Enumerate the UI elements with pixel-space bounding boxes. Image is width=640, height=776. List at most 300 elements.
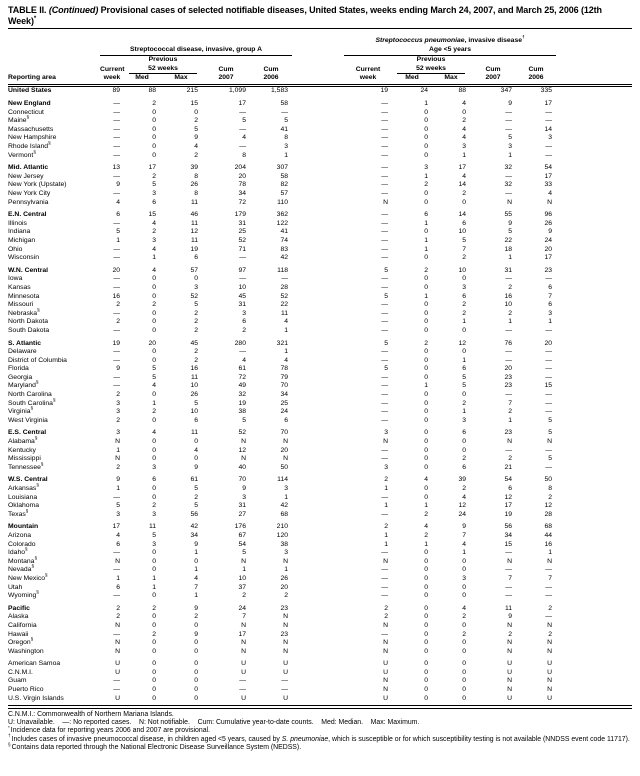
- cell-group-a-current-week: 9: [116, 365, 120, 373]
- cell-group-a-current-week: 1: [116, 446, 120, 454]
- cell-pneumoniae-med: 0: [424, 143, 429, 151]
- cell-pneumoniae-current-week: —: [381, 382, 389, 390]
- cell-group-a-cum-2006: 362: [276, 211, 289, 219]
- cell-group-a-current-week: U: [115, 668, 120, 676]
- cell-group-a-med: 3: [152, 510, 156, 518]
- cell-pneumoniae-max: 4: [462, 493, 467, 501]
- cell-pneumoniae-current-week: 1: [384, 485, 389, 492]
- reporting-area-cell: Tennessee§: [8, 461, 44, 471]
- cell-group-a-current-week: 2: [116, 463, 120, 471]
- col-header-2007-sp: 2007: [485, 74, 501, 82]
- reporting-area-cell: American Samoa: [8, 660, 61, 668]
- reporting-area-cell: Nebraska§: [8, 307, 40, 317]
- cell-group-a-med: 20: [148, 339, 156, 347]
- reporting-area-cell: Wisconsin: [8, 254, 39, 262]
- cell-pneumoniae-cum-2006: —: [545, 365, 553, 373]
- cell-pneumoniae-cum-2006: 17: [544, 254, 553, 262]
- cell-group-a-current-week: N: [115, 455, 120, 463]
- cell-pneumoniae-med: 0: [424, 668, 429, 676]
- cell-pneumoniae-cum-2007: 3: [508, 143, 513, 151]
- cell-group-a-med: 1: [152, 574, 156, 582]
- cell-pneumoniae-cum-2006: —: [545, 463, 553, 471]
- reporting-area-cell: West Virginia: [8, 416, 48, 424]
- cell-group-a-med: 0: [152, 549, 156, 557]
- table-row: [8, 134, 632, 143]
- table-row: [8, 382, 632, 391]
- reporting-area-cell: Washington: [8, 647, 44, 655]
- cell-pneumoniae-current-week: —: [381, 228, 389, 236]
- cell-group-a-current-week: 16: [112, 292, 120, 300]
- cell-pneumoniae-max: 4: [462, 134, 467, 142]
- cell-pneumoniae-current-week: —: [381, 416, 389, 424]
- cell-pneumoniae-cum-2006: 15: [544, 382, 553, 390]
- cell-group-a-cum-2007: 3: [242, 309, 246, 317]
- cell-group-a-cum-2006: 6: [284, 416, 289, 424]
- cell-pneumoniae-cum-2007: N: [507, 198, 513, 206]
- footnotes: [8, 711, 632, 752]
- cell-pneumoniae-cum-2006: 23: [544, 266, 553, 274]
- cell-group-a-med: 2: [152, 408, 156, 416]
- table-row: [8, 126, 632, 135]
- cell-group-a-cum-2006: 41: [280, 228, 289, 236]
- cell-pneumoniae-cum-2007: N: [507, 647, 513, 655]
- cell-group-a-current-week: 2: [116, 604, 120, 612]
- cell-pneumoniae-med: 0: [424, 151, 429, 159]
- cell-pneumoniae-cum-2007: —: [505, 275, 513, 283]
- reporting-area-cell: New Jersey: [8, 172, 44, 180]
- table-row: [8, 648, 632, 657]
- cell-pneumoniae-max: 0: [462, 583, 467, 591]
- cell-pneumoniae-med: 1: [424, 502, 429, 510]
- cell-group-a-max: 6: [194, 254, 198, 262]
- reporting-area-cell: Oregon§: [8, 636, 34, 647]
- cell-pneumoniae-cum-2006: 5: [548, 416, 553, 424]
- cell-pneumoniae-med: 0: [424, 198, 429, 206]
- reporting-area-cell: Michigan: [8, 236, 36, 244]
- reporting-area-cell: Massachusetts: [8, 125, 54, 133]
- cell-group-a-max: 8: [194, 172, 198, 180]
- table-title: TABLE II. (Continued) Provisional cases of selected notifiable diseases, United States, weeks ending March 24, 2007, and March 25, 2006 (12th Week)*: [8, 5, 632, 29]
- cell-group-a-max: 11: [190, 236, 198, 244]
- cell-pneumoniae-current-week: —: [381, 143, 389, 151]
- cell-group-a-cum-2006: 2: [284, 592, 289, 600]
- cell-pneumoniae-med: 4: [424, 523, 429, 531]
- cell-group-a-med: 3: [152, 190, 156, 197]
- cell-pneumoniae-cum-2007: 5: [508, 228, 513, 236]
- cell-group-a-med: 0: [152, 621, 156, 629]
- reporting-area-cell: Oklahoma: [8, 502, 39, 510]
- cell-pneumoniae-cum-2006: —: [545, 592, 553, 600]
- cell-group-a-med: 2: [152, 604, 156, 612]
- cell-pneumoniae-current-week: —: [381, 455, 389, 463]
- cell-group-a-cum-2007: 67: [238, 531, 246, 539]
- col-header-max-ga: Max: [174, 74, 188, 82]
- cell-pneumoniae-max: 0: [462, 108, 467, 116]
- cell-pneumoniae-cum-2007: 56: [504, 523, 513, 531]
- cell-group-a-cum-2007: N: [241, 647, 246, 655]
- table-row: [8, 686, 632, 695]
- cell-group-a-cum-2006: 22: [280, 301, 289, 309]
- cell-pneumoniae-cum-2006: —: [545, 326, 553, 334]
- cell-pneumoniae-cum-2006: —: [545, 566, 553, 574]
- cell-group-a-cum-2006: 28: [280, 283, 289, 291]
- cell-group-a-current-week: 1: [116, 236, 120, 244]
- reporting-area-cell: Ohio: [8, 245, 23, 253]
- table-row: [8, 310, 632, 319]
- cell-pneumoniae-cum-2006: 6: [548, 301, 553, 309]
- cell-group-a-med: 0: [152, 391, 156, 399]
- cell-group-a-cum-2007: 72: [238, 373, 246, 381]
- col-header-2007-ga: 2007: [218, 74, 234, 82]
- table-row: [8, 237, 632, 246]
- cell-pneumoniae-current-week: —: [381, 211, 389, 219]
- cell-group-a-cum-2007: 17: [238, 100, 246, 108]
- cell-pneumoniae-cum-2006: 2: [548, 630, 553, 638]
- cell-group-a-max: 5: [194, 125, 198, 133]
- cell-pneumoniae-cum-2006: 17: [544, 100, 553, 108]
- cell-group-a-med: 15: [148, 211, 156, 219]
- cell-pneumoniae-cum-2007: N: [507, 438, 513, 446]
- cell-group-a-med: 0: [152, 356, 156, 364]
- cell-group-a-cum-2007: N: [241, 438, 246, 446]
- reporting-area-cell: Puerto Rico: [8, 686, 44, 694]
- cell-pneumoniae-cum-2006: 9: [548, 228, 553, 236]
- table-row: [8, 190, 632, 199]
- col-header-cum2006-ga-top: Cum: [263, 65, 279, 73]
- col-header-week-ga: week: [103, 74, 121, 82]
- cell-pneumoniae-cum-2006: 1: [548, 318, 553, 326]
- cell-pneumoniae-med: 0: [424, 677, 429, 685]
- table-row: [8, 622, 632, 631]
- cell-group-a-current-week: —: [113, 348, 120, 356]
- cell-pneumoniae-current-week: —: [381, 117, 389, 125]
- cell-group-a-cum-2007: 31: [238, 301, 246, 309]
- cell-pneumoniae-cum-2006: —: [545, 143, 553, 151]
- cell-pneumoniae-med: 0: [424, 686, 429, 694]
- cell-pneumoniae-cum-2007: 76: [504, 339, 513, 347]
- cell-group-a-cum-2006: —: [281, 686, 289, 694]
- cell-group-a-cum-2006: 23: [280, 630, 289, 638]
- cell-group-a-max: 0: [194, 694, 198, 702]
- cell-group-a-current-week: N: [115, 557, 120, 565]
- cell-pneumoniae-cum-2006: N: [547, 438, 553, 446]
- cell-pneumoniae-cum-2007: 54: [504, 476, 513, 484]
- cell-pneumoniae-cum-2006: —: [545, 275, 553, 283]
- cell-group-a-cum-2006: 82: [280, 181, 289, 189]
- cell-group-a-cum-2007: 54: [238, 540, 246, 548]
- cell-group-a-cum-2006: 74: [280, 236, 289, 244]
- cell-pneumoniae-cum-2006: U: [547, 668, 553, 676]
- cell-group-a-current-week: 3: [116, 429, 120, 437]
- cell-pneumoniae-cum-2006: —: [545, 108, 553, 116]
- cell-group-a-max: 57: [190, 266, 198, 274]
- cell-group-a-cum-2007: 25: [238, 228, 246, 236]
- cell-pneumoniae-current-week: N: [383, 198, 389, 206]
- table-row: [8, 566, 632, 575]
- cell-group-a-current-week: —: [113, 309, 120, 317]
- cell-pneumoniae-max: 1: [462, 356, 467, 364]
- cell-pneumoniae-cum-2007: 21: [504, 463, 513, 471]
- reporting-area-cell: New England: [8, 100, 51, 108]
- cell-pneumoniae-cum-2007: 2: [508, 630, 513, 638]
- cell-group-a-cum-2007: 5: [242, 416, 246, 424]
- table-row: [8, 541, 632, 550]
- col-header-2006-ga: 2006: [263, 74, 279, 82]
- cell-group-a-current-week: —: [113, 566, 120, 574]
- cell-pneumoniae-med: 0: [424, 630, 429, 638]
- cell-pneumoniae-cum-2006: 3: [548, 134, 553, 142]
- cell-group-a-current-week: 6: [116, 540, 120, 548]
- cell-pneumoniae-cum-2007: 23: [504, 373, 513, 381]
- cell-group-a-med: 6: [152, 476, 156, 484]
- cell-group-a-cum-2007: —: [239, 677, 246, 685]
- cell-group-a-current-week: 4: [116, 531, 120, 539]
- cell-group-a-cum-2006: 5: [284, 117, 289, 125]
- cell-group-a-cum-2006: 4: [284, 356, 289, 364]
- cell-group-a-max: 0: [194, 660, 198, 668]
- cell-pneumoniae-med: 0: [424, 621, 429, 629]
- cell-group-a-med: 11: [148, 523, 156, 531]
- cell-group-a-current-week: 2: [116, 416, 120, 424]
- cell-group-a-cum-2006: N: [283, 621, 289, 629]
- cell-group-a-cum-2006: 1: [284, 493, 289, 501]
- cell-group-a-med: 0: [152, 326, 156, 334]
- cell-pneumoniae-med: 0: [424, 391, 429, 399]
- cell-group-a-current-week: 2: [116, 613, 120, 621]
- cell-pneumoniae-max: 0: [462, 639, 467, 647]
- cell-pneumoniae-cum-2006: 50: [544, 476, 553, 484]
- cell-group-a-med: 4: [152, 219, 156, 227]
- cell-group-a-med: 0: [152, 134, 156, 142]
- cell-pneumoniae-max: 2: [462, 399, 467, 407]
- reporting-area-cell: New Mexico§: [8, 572, 48, 582]
- cell-pneumoniae-cum-2007: —: [505, 125, 513, 133]
- cell-pneumoniae-max: 0: [462, 446, 467, 454]
- cell-group-a-cum-2006: 78: [280, 365, 289, 373]
- cell-pneumoniae-cum-2006: 6: [548, 283, 553, 291]
- cell-pneumoniae-cum-2007: 9: [508, 219, 513, 227]
- table-row: [8, 417, 632, 426]
- col-header-previous-sp: Previous: [416, 56, 446, 64]
- cell-pneumoniae-current-week: N: [383, 677, 389, 685]
- cell-pneumoniae-current-week: 2: [384, 604, 389, 612]
- cell-pneumoniae-med: 1: [424, 100, 429, 108]
- cell-group-a-current-week: —: [113, 108, 120, 116]
- cell-pneumoniae-max: 12: [458, 339, 467, 347]
- cell-pneumoniae-max: 1: [462, 318, 467, 326]
- cell-group-a-med: 1: [152, 583, 156, 591]
- cell-group-a-cum-2007: 8: [242, 151, 246, 159]
- cell-pneumoniae-max: 0: [462, 198, 467, 206]
- reporting-area-cell: North Carolina: [8, 391, 52, 399]
- cell-group-a-cum-2007: 61: [238, 365, 246, 373]
- cell-group-a-cum-2007: 27: [238, 510, 246, 518]
- cell-pneumoniae-med: 0: [424, 365, 429, 373]
- cell-group-a-max: 11: [190, 219, 198, 227]
- cell-pneumoniae-med: 1: [424, 219, 429, 227]
- table-row: [8, 173, 632, 182]
- cell-group-a-max: 9: [194, 604, 198, 612]
- cell-pneumoniae-cum-2007: 23: [504, 382, 513, 390]
- cell-group-a-cum-2006: 114: [277, 476, 289, 484]
- cell-group-a-cum-2007: 70: [238, 476, 246, 484]
- cell-pneumoniae-cum-2007: 32: [504, 164, 513, 172]
- cell-group-a-max: 4: [194, 446, 198, 454]
- cell-pneumoniae-cum-2006: U: [547, 660, 553, 668]
- cell-group-a-cum-2006: 1: [284, 151, 289, 159]
- cell-group-a-max: 42: [190, 523, 198, 531]
- cell-pneumoniae-cum-2007: —: [505, 117, 513, 125]
- footnote: †Includes cases of invasive pneumococcal disease, in children aged <5 years, caused by S. pneumoniae, which is susceptible or for which susceptibility testing is not available (NNDSS event code 11717).: [8, 733, 630, 743]
- reporting-area-cell: Alaska: [8, 613, 29, 621]
- cell-pneumoniae-max: 0: [462, 677, 467, 685]
- cell-pneumoniae-current-week: —: [381, 134, 389, 142]
- table-row: [8, 592, 632, 601]
- cell-group-a-max: 52: [190, 292, 198, 300]
- cell-group-a-max: 34: [190, 531, 198, 539]
- cell-group-a-cum-2007: U: [241, 668, 246, 676]
- cell-group-a-current-week: —: [113, 100, 120, 108]
- cell-group-a-max: 9: [194, 630, 198, 638]
- cell-group-a-current-week: 3: [116, 399, 120, 407]
- cell-group-a-current-week: —: [113, 245, 120, 253]
- cell-group-a-cum-2006: 38: [280, 540, 289, 548]
- cell-pneumoniae-cum-2006: 17: [544, 172, 553, 180]
- cell-group-a-current-week: —: [113, 373, 120, 381]
- cell-group-a-cum-2007: 204: [234, 164, 246, 172]
- cell-pneumoniae-cum-2006: 33: [544, 181, 553, 189]
- reporting-area-cell: E.N. Central: [8, 211, 47, 219]
- cell-pneumoniae-cum-2006: 16: [544, 540, 553, 548]
- cell-group-a-med: 0: [152, 151, 156, 159]
- cell-group-a-max: 11: [190, 198, 198, 206]
- cell-pneumoniae-current-week: U: [383, 660, 389, 668]
- cell-pneumoniae-med: 1: [424, 245, 429, 253]
- cell-pneumoniae-cum-2006: 335: [540, 87, 553, 95]
- cell-group-a-med: 0: [152, 485, 156, 492]
- cell-group-a-current-week: 6: [116, 583, 120, 591]
- cell-group-a-cum-2006: 52: [280, 292, 289, 300]
- cell-group-a-cum-2006: 3: [284, 549, 289, 557]
- col-header-reporting-area: Reporting area: [8, 74, 56, 82]
- cell-group-a-current-week: —: [113, 134, 120, 142]
- cell-group-a-current-week: —: [113, 117, 120, 125]
- cell-group-a-current-week: 17: [112, 523, 120, 531]
- cell-pneumoniae-cum-2007: —: [505, 592, 513, 600]
- cell-pneumoniae-current-week: —: [381, 283, 389, 291]
- cell-pneumoniae-med: 0: [424, 408, 429, 416]
- cell-group-a-max: 1: [194, 592, 198, 600]
- cell-group-a-cum-2006: 118: [277, 266, 289, 274]
- cell-pneumoniae-cum-2007: 22: [504, 236, 513, 244]
- cell-group-a-current-week: 3: [116, 408, 120, 416]
- cell-group-a-max: 0: [194, 455, 198, 463]
- cell-group-a-max: 0: [194, 677, 198, 685]
- cell-pneumoniae-max: 0: [462, 391, 467, 399]
- cell-group-a-med: 0: [152, 613, 156, 621]
- table-row: [8, 502, 632, 511]
- cell-pneumoniae-med: 0: [424, 373, 429, 381]
- previous-header-row: [8, 56, 632, 65]
- cell-group-a-max: 0: [194, 621, 198, 629]
- cell-pneumoniae-max: 0: [462, 647, 467, 655]
- cell-group-a-cum-2006: 25: [280, 399, 289, 407]
- cell-group-a-max: 2: [194, 318, 198, 326]
- cell-group-a-current-week: —: [113, 172, 120, 180]
- cell-pneumoniae-med: 1: [424, 382, 429, 390]
- cell-pneumoniae-cum-2007: 2: [508, 455, 513, 463]
- cell-pneumoniae-current-week: —: [381, 348, 389, 356]
- cell-group-a-cum-2006: 20: [280, 446, 289, 454]
- cell-group-a-cum-2006: N: [283, 455, 289, 463]
- reporting-area-cell: Hawaii: [8, 630, 29, 638]
- cell-pneumoniae-current-week: —: [381, 275, 389, 283]
- cell-group-a-cum-2006: 210: [276, 523, 289, 531]
- table-row: [8, 584, 632, 593]
- table-row: [8, 656, 632, 669]
- cell-pneumoniae-cum-2006: 7: [548, 574, 553, 582]
- reporting-area-cell: Mountain: [8, 523, 39, 531]
- cell-group-a-cum-2007: U: [241, 694, 246, 702]
- cell-pneumoniae-cum-2007: —: [505, 348, 513, 356]
- cell-group-a-med: 0: [152, 686, 156, 694]
- table-row: [8, 631, 632, 640]
- cell-pneumoniae-cum-2007: —: [505, 391, 513, 399]
- cell-group-a-med: 5: [152, 531, 156, 539]
- cell-group-a-med: 0: [152, 446, 156, 454]
- cell-group-a-current-week: —: [113, 190, 120, 197]
- reporting-area-cell: Colorado: [8, 540, 36, 548]
- cell-group-a-med: 0: [152, 275, 156, 283]
- col-header-cum2007-sp-top: Cum: [485, 65, 501, 73]
- cell-group-a-current-week: —: [113, 219, 120, 227]
- cell-pneumoniae-max: 4: [462, 172, 467, 180]
- cell-group-a-max: 8: [194, 190, 198, 197]
- table-row: [8, 199, 632, 208]
- cell-group-a-max: 10: [190, 408, 198, 416]
- cell-pneumoniae-cum-2006: 44: [544, 531, 553, 539]
- cell-pneumoniae-med: 1: [424, 172, 429, 180]
- cell-pneumoniae-max: 3: [462, 574, 467, 582]
- reporting-area-cell: Florida: [8, 365, 29, 373]
- cell-group-a-cum-2006: 58: [280, 100, 289, 108]
- cell-pneumoniae-cum-2007: 31: [504, 266, 513, 274]
- reporting-area-cell: Kansas: [8, 283, 31, 291]
- table-row: [8, 365, 632, 374]
- cell-pneumoniae-med: 0: [424, 647, 429, 655]
- cell-pneumoniae-cum-2006: N: [547, 647, 553, 655]
- cell-pneumoniae-current-week: N: [383, 621, 389, 629]
- cell-group-a-med: 0: [152, 125, 156, 133]
- cell-pneumoniae-max: 5: [462, 373, 467, 381]
- cell-group-a-med: 1: [152, 399, 156, 407]
- cell-pneumoniae-cum-2007: 23: [504, 429, 513, 437]
- cell-group-a-med: 0: [152, 108, 156, 116]
- cell-pneumoniae-max: 4: [462, 604, 467, 612]
- cell-group-a-max: 61: [190, 476, 198, 484]
- cell-group-a-max: 5: [194, 399, 198, 407]
- cell-pneumoniae-med: 1: [424, 236, 429, 244]
- cell-pneumoniae-cum-2007: 32: [504, 181, 513, 189]
- cell-group-a-med: 0: [152, 493, 156, 501]
- reporting-area-cell: Delaware: [8, 348, 37, 356]
- cell-pneumoniae-med: 24: [420, 87, 429, 95]
- cell-pneumoniae-current-week: N: [383, 557, 389, 565]
- cell-group-a-med: 88: [148, 87, 156, 95]
- table-row: [8, 455, 632, 464]
- cell-pneumoniae-max: 4: [462, 540, 467, 548]
- cell-group-a-med: 0: [152, 639, 156, 647]
